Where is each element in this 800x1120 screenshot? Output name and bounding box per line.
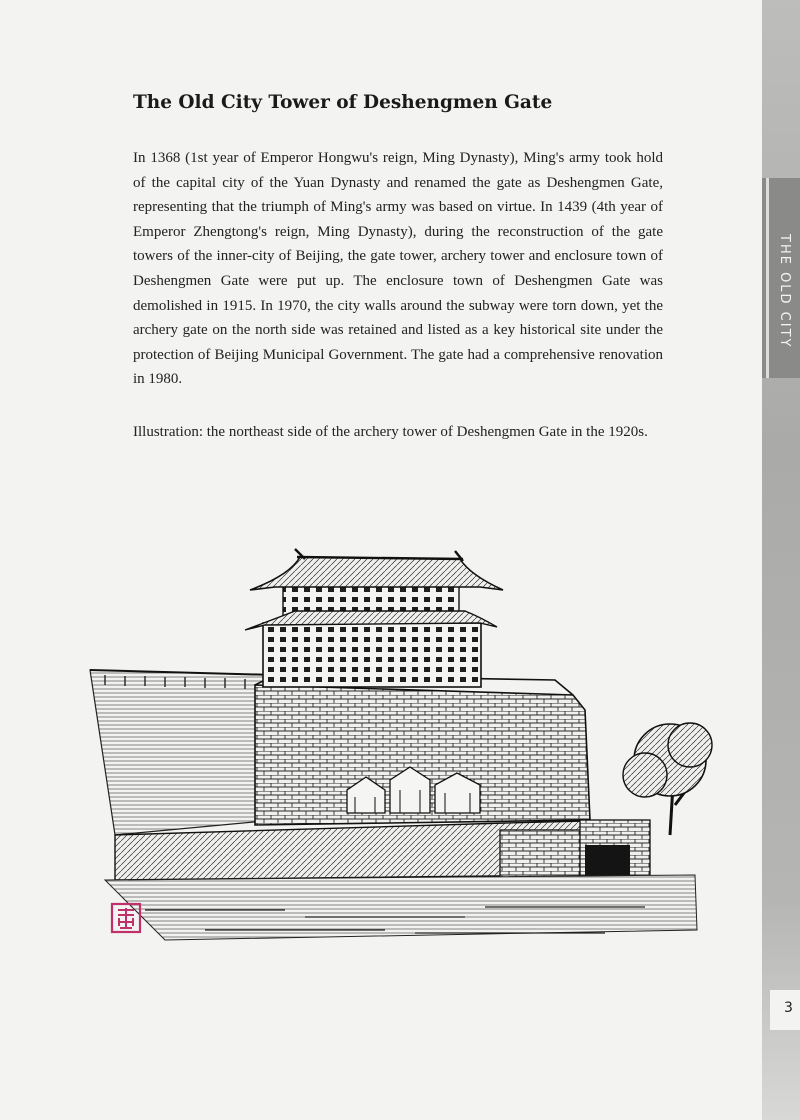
- page-edge: [762, 0, 800, 1120]
- page-title: The Old City Tower of Deshengmen Gate: [133, 92, 553, 113]
- body-paragraph: In 1368 (1st year of Emperor Hongwu's reign, Ming Dynasty), Ming's army took hold of the capital city of the Yuan Dynasty and renamed the gate as Deshengmen Gate, representing that the triumph of Ming's army was based on virtue. In 1439 (4th year of Emperor Zhengtong's reign, Ming Dynasty), during the reconstruction of the gate towers of the inner-city of Beijing, the gate tower, archery tower and enclosure town of Deshengmen Gate were put up. The enclosure town of Deshengmen Gate was demolished in 1915. In 1970, the city walls around the subway were torn down, yet the archery gate on the north side was retained and listed as a key historical site under the protection of Beijing Municipal Government. The gate had a comprehensive renovation in 1980.: [133, 150, 663, 388]
- section-tab-label: THE OLD CITY: [777, 234, 792, 349]
- page-number: 3: [784, 1000, 793, 1016]
- tree: [623, 723, 712, 835]
- archery-tower-body: [263, 583, 481, 687]
- city-wall-left: [90, 670, 275, 835]
- artist-seal: [110, 902, 142, 934]
- illustration-caption: Illustration: the northeast side of the archery tower of Deshengmen Gate in the 1920s.: [133, 424, 648, 440]
- upper-roof: [250, 557, 503, 590]
- gate-tower-illustration: [85, 535, 715, 955]
